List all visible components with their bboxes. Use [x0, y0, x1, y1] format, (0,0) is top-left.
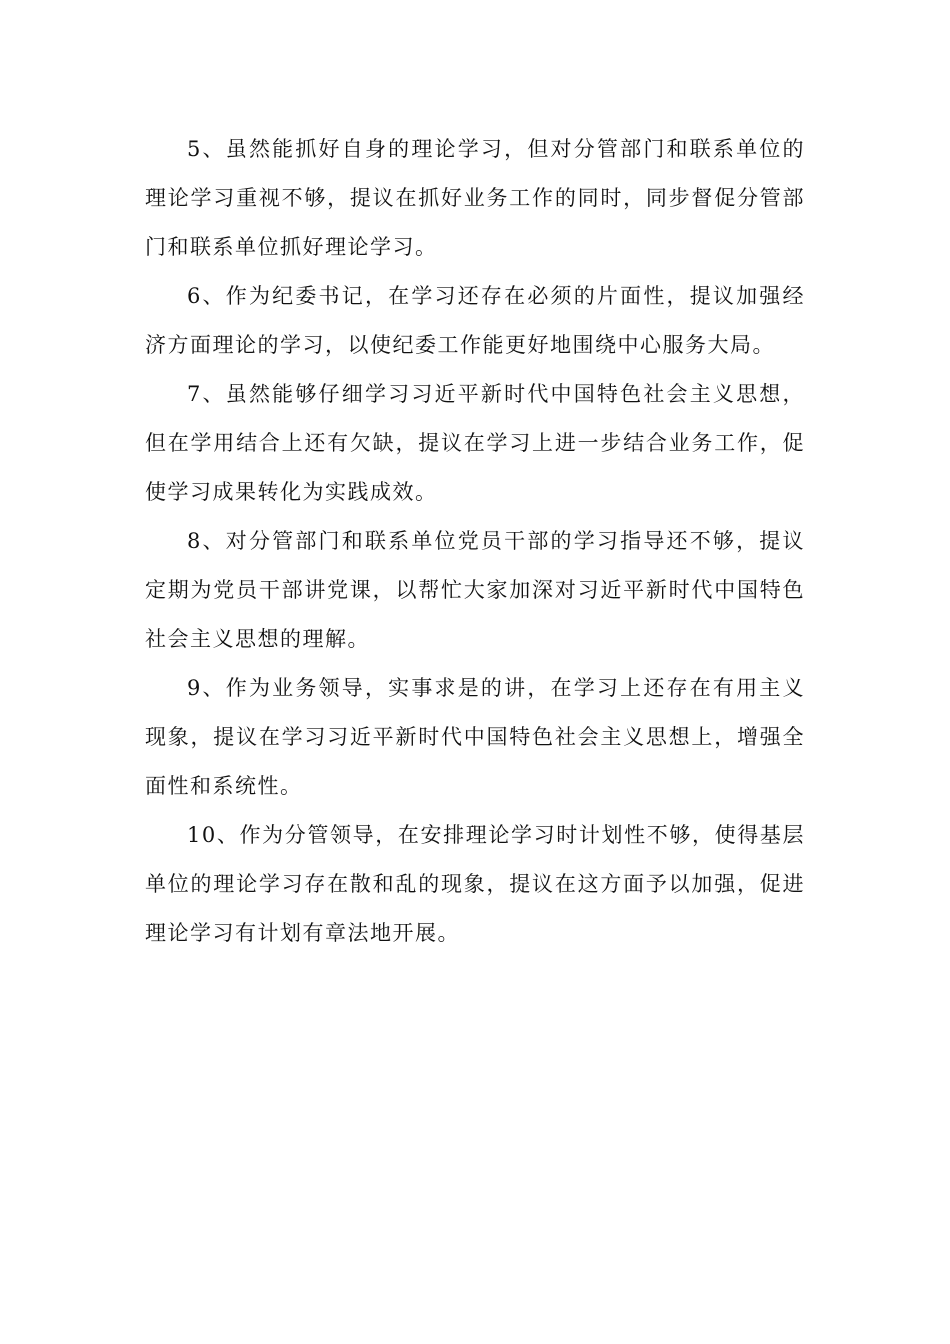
document-body	[145, 125, 805, 958]
paragraph-item-8: 8、对分管部门和联系单位党员干部的学习指导还不够，提议定期为党员干部讲党课，以帮忙大家加深对习近平新时代中国特色社会主义思想的理解。	[145, 529, 805, 651]
paragraph-item-7: 7、虽然能够仔细学习习近平新时代中国特色社会主义思想，但在学用结合上还有欠缺，提议在学习上进一步结合业务工作，促使学习成果转化为实践成效。	[145, 382, 805, 504]
paragraph-item-10: 10、作为分管领导，在安排理论学习时计划性不够，使得基层单位的理论学习存在散和乱的现象，提议在这方面予以加强，促进理论学习有计划有章法地开展。	[145, 823, 805, 945]
paragraph-item-5: 5、虽然能抓好自身的理论学习，但对分管部门和联系单位的理论学习重视不够，提议在抓好业务工作的同时，同步督促分管部门和联系单位抓好理论学习。	[145, 137, 805, 259]
paragraph-item-9: 9、作为业务领导，实事求是的讲，在学习上还存在有用主义现象，提议在学习习近平新时代中国特色社会主义思想上，增强全面性和系统性。	[145, 676, 805, 798]
paragraph-item-6: 6、作为纪委书记，在学习还存在必须的片面性，提议加强经济方面理论的学习，以使纪委工作能更好地围绕中心服务大局。	[145, 284, 805, 357]
